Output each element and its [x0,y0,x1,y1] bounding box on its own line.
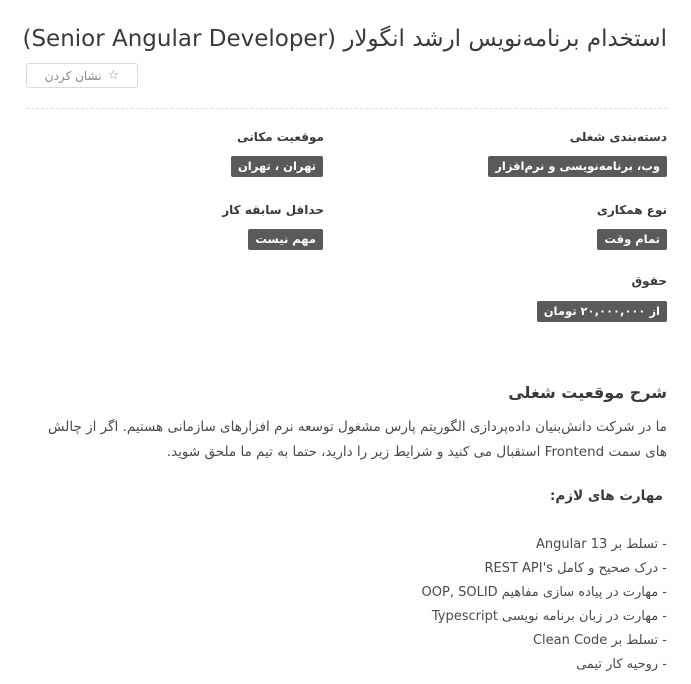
star-outline-icon: ☆ [107,68,120,83]
experience-label: حداقل سابقه کار [222,203,324,217]
list-item: - تسلط بر Angular 13 [536,537,667,552]
cooperation-label: نوع همکاری [596,203,667,217]
job-title: استخدام برنامه‌نویس ارشد انگولار (Senior Angular Developer) [22,26,667,52]
location-tag[interactable]: تهران ، تهران [231,156,323,177]
cooperation-tag[interactable]: تمام وقت [597,229,667,250]
category-tag[interactable]: وب، برنامه‌نویسی و نرم‌افزار [488,156,667,177]
location-label: موقعیت مکانی [237,130,324,144]
bookmark-button[interactable] [26,63,138,88]
list-item: - تسلط بر Clean Code [532,633,667,648]
salary-label: حقوق [631,274,667,288]
experience-tag[interactable]: مهم نیست [248,229,323,250]
skills-list [47,533,667,677]
category-label: دسته‌بندی شغلی [569,130,667,144]
list-item: - مهارت در پیاده سازی مفاهیم OOP, SOLID [421,585,667,600]
salary-tag: از ۲۰,۰۰۰,۰۰۰ تومان [537,301,667,322]
skills-heading: مهارت های لازم: [550,488,663,504]
list-item: - روحیه کار تیمی [576,657,667,672]
divider [26,108,667,109]
bookmark-label: نشان کردن [44,68,102,83]
description-heading: شرح موقعیت شغلی [508,383,667,402]
list-item: - درک صحیح و کامل REST API's [484,561,667,576]
description-text: ما در شرکت دانش‌بنیان داده‌پردازی الگوریتم پارس مشغول توسعه نرم افزارهای سازمانی هستیم. اگر از چالش های سمت Frontend استقبال می کنید و شرایط زیر را دارید، حتما به تیم ما ملحق شوید. [48,419,667,460]
list-item: - مهارت در زبان برنامه نویسی Typescript [431,609,667,624]
